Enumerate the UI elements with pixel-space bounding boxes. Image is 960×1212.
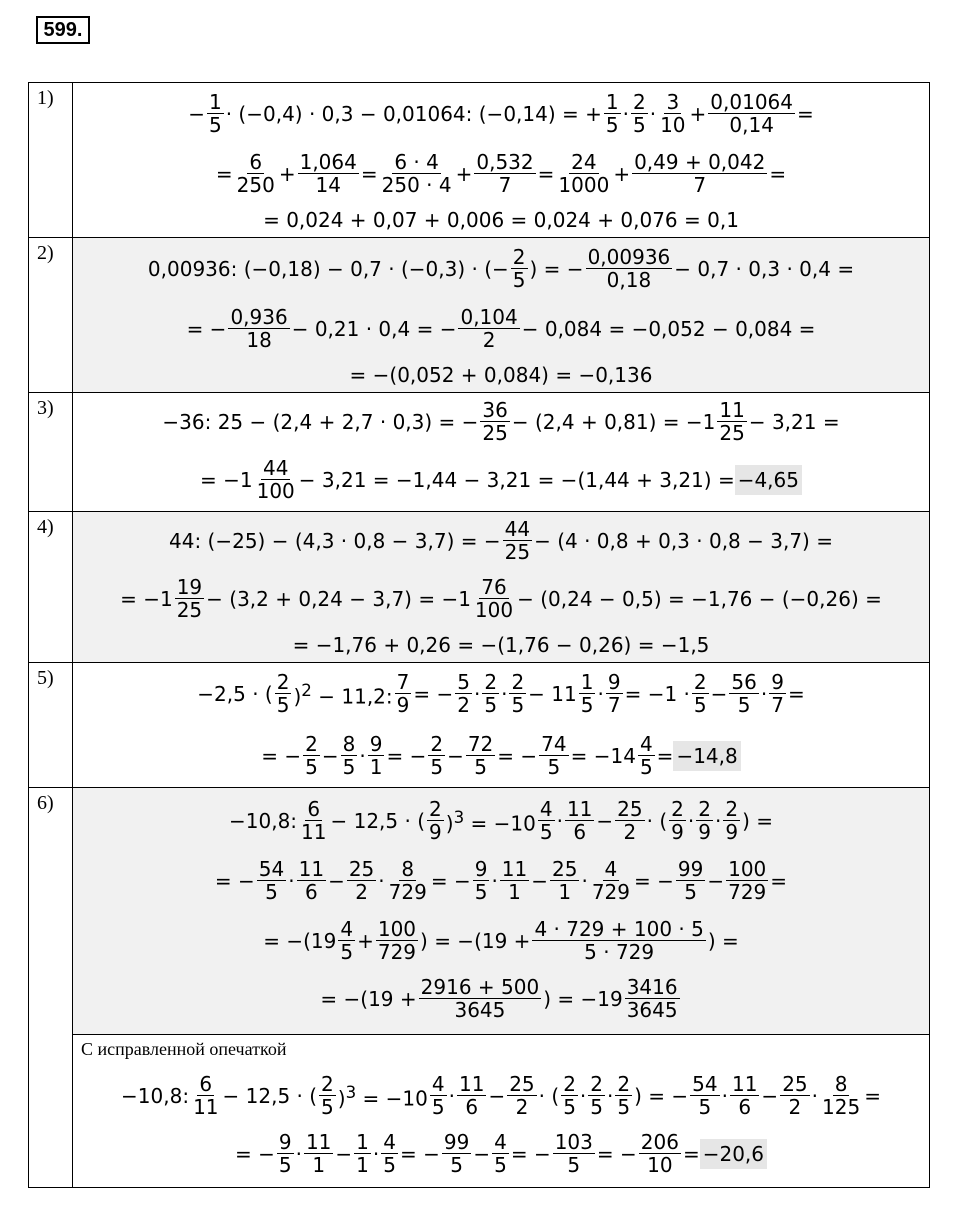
solution-row-6 — [28, 787, 930, 1188]
row-content — [73, 512, 929, 662]
equation-line: −36: 25 − (2,4 + 2,7 · 0,3) = − $\frac{36}{25}$ − (2,4 + 0,81) = −1 $\frac{11}{25}$ − 3,21 = — [162, 398, 840, 445]
solution-row-3 — [28, 392, 930, 512]
equation-line: 0,00936: (−0,18) − 0,7 · (−0,3) · (− $\frac{2}{5}$ ) = − $\frac{0,00936}{0,18}$ − 0,7 · 0,3 · 0,4 = — [147, 245, 855, 292]
equation-line: = −(19 $\frac{4}{5}$ + $\frac{100}{729}$ ) = −(19 + $\frac{4 \cdot 729 + 100 \cdot 5}{5 \cdot 729}$ ) = — [263, 917, 739, 964]
answer-highlight: −4,65 — [735, 465, 802, 495]
equation-line: = $\frac{6}{250}$ + $\frac{1,064}{14}$ = $\frac{6 \cdot 4}{250 \cdot 4}$ + $\frac{0,532}{7}$ = $\frac{24}{1000}$ + $\frac{0,49 + 0,042}{7}$ = — [215, 150, 787, 197]
equation-line: = − $\frac{2}{5}$ − $\frac{8}{5}$ · $\frac{9}{1}$ = − $\frac{2}{5}$ − $\frac{72}{5}$ = − $\frac{74}{5}$ = −14 $\frac{4}{5}$ =−14,8 — [73, 733, 929, 778]
equation-line: −10,8: $\frac{6}{11}$ − 12,5 · ( $\frac{2}{9}$ )$^3$ = −10 $\frac{4}{5}$ · $\frac{11}{6}$ − $\frac{25}{2}$ · ( $\frac{2}{9}$ · $\frac{2}{9}$ · $\frac{2}{9}$ ) = — [229, 797, 773, 844]
row-label: 6) — [29, 788, 73, 1187]
row-label: 2) — [29, 238, 73, 392]
equation-line: = − $\frac{54}{5}$ · $\frac{11}{6}$ − $\frac{25}{2}$ · $\frac{8}{729}$ = − $\frac{9}{5}$ · $\frac{11}{1}$ − $\frac{25}{1}$ · $\frac{4}{729}$ = − $\frac{99}{5}$ − $\frac{100}{729}$ = — [214, 857, 788, 904]
equation-line: = −(0,052 + 0,084) = −0,136 — [349, 362, 653, 387]
row-content — [73, 83, 929, 237]
equation-line: −10,8: $\frac{6}{11}$ − 12,5 · ( $\frac{2}{5}$ )$^3$ = −10 $\frac{4}{5}$ · $\frac{11}{6}$ − $\frac{25}{2}$ · ( $\frac{2}{5}$ · $\frac{2}{5}$ · $\frac{2}{5}$ ) = − $\frac{54}{5}$ · $\frac{11}{6}$ − $\frac{25}{2}$ · $\frac{8}{125}$ = — [121, 1072, 881, 1119]
row-content — [73, 663, 929, 787]
equation-line: = − $\frac{0,936}{18}$ − 0,21 · 0,4 = − $\frac{0,104}{2}$ − 0,084 = −0,052 − 0,084 = — [186, 305, 816, 352]
equation-line: − $\frac{1}{5}$ · (−0,4) · 0,3 − 0,01064: (−0,14) = + $\frac{1}{5}$ · $\frac{2}{5}$ · $\frac{3}{10}$ + $\frac{0,01064}{0,14}$ = — [188, 90, 814, 137]
row-content — [73, 393, 929, 511]
corrected-section — [73, 1035, 929, 1187]
equation-line: = 0,024 + 0,07 + 0,006 = 0,024 + 0,076 = 0,1 — [263, 207, 739, 232]
equation-line: = − $\frac{9}{5}$ · $\frac{11}{1}$ − $\frac{1}{1}$ · $\frac{4}{5}$ = − $\frac{99}{5}$ − $\frac{4}{5}$ = − $\frac{103}{5}$ = − $\frac{206}{10}$ =−20,6 — [73, 1131, 929, 1176]
equation-line: = −1,76 + 0,26 = −(1,76 − 0,26) = −1,5 — [292, 632, 710, 657]
row-label: 5) — [29, 663, 73, 787]
answer-highlight: −20,6 — [700, 1139, 767, 1169]
solution-row-2 — [28, 237, 930, 393]
row-label: 4) — [29, 512, 73, 662]
equation-line: = −1 $\frac{44}{100}$ − 3,21 = −1,44 − 3,21 = −(1,44 + 3,21) =−4,65 — [73, 457, 929, 502]
row-content — [73, 238, 929, 392]
solution-row-1 — [28, 82, 930, 238]
equation-line: = −1 $\frac{19}{25}$ − (3,2 + 0,24 − 3,7) = −1 $\frac{76}{100}$ − (0,24 − 0,5) = −1,76 − (−0,26) = — [120, 575, 882, 622]
equation-line: = −(19 + $\frac{2916 + 500}{3645}$ ) = −19 $\frac{3416}{3645}$ — [320, 975, 678, 1022]
solution-row-5 — [28, 662, 930, 788]
corrected-note: С исправленной опечаткой — [81, 1039, 287, 1059]
task-number: 599. — [36, 16, 90, 44]
solution-row-4 — [28, 511, 930, 663]
answer-highlight: −14,8 — [673, 741, 740, 771]
row-content — [73, 788, 929, 1187]
row-label: 1) — [29, 83, 73, 237]
row-label: 3) — [29, 393, 73, 511]
equation-line: −2,5 · ( $\frac{2}{5}$ )$^2$ − 11,2: $\frac{7}{9}$ = − $\frac{5}{2}$ · $\frac{2}{5}$ · $\frac{2}{5}$ − 11 $\frac{1}{5}$ · $\frac{9}{7}$ = −1 · $\frac{2}{5}$ − $\frac{56}{5}$ · $\frac{9}{7}$ = — [197, 670, 805, 717]
equation-line: 44: (−25) − (4,3 · 0,8 − 3,7) = − $\frac{44}{25}$ − (4 · 0,8 + 0,3 · 0,8 − 3,7) = — [169, 517, 833, 564]
